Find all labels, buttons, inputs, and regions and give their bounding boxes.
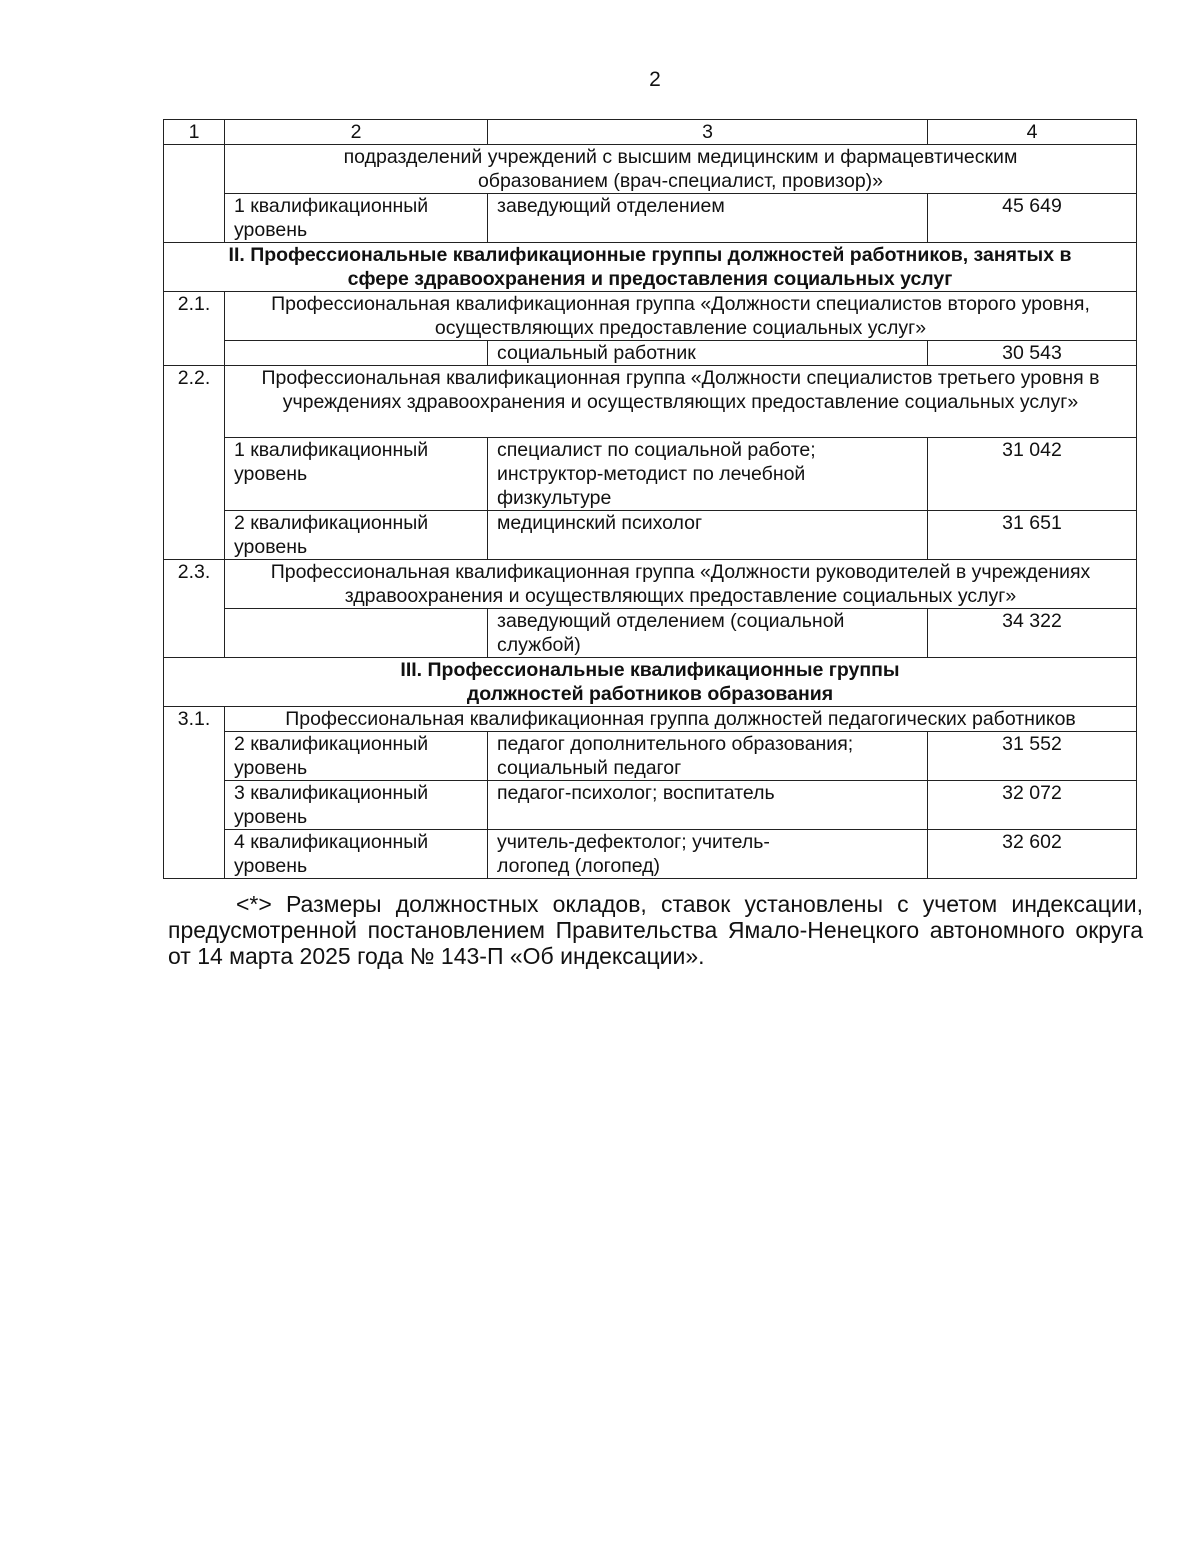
footnote [168, 891, 1143, 969]
table-row [164, 830, 1137, 879]
index-cell [164, 145, 225, 243]
group-title: подразделений учреждений с высшим медицинским и фармацевтическим образованием (врач-специалист, провизор)» [225, 145, 1137, 194]
level-cell [225, 609, 488, 658]
level-cell: 1 квалификационный уровень [225, 194, 488, 243]
section-title: III. Профессиональные квалификационные группы должностей работников образования [164, 658, 1137, 707]
table-row [164, 292, 1137, 341]
group-number: 2.1. [164, 292, 225, 366]
section-row [164, 243, 1137, 292]
position-cell: социальный работник [488, 341, 928, 366]
level-cell: 2 квалификационный уровень [225, 511, 488, 560]
level-cell [225, 341, 488, 366]
table-row [164, 341, 1137, 366]
table-row [164, 511, 1137, 560]
salary-cell: 31 552 [928, 732, 1137, 781]
table-header-row [164, 120, 1137, 145]
position-cell: медицинский психолог [488, 511, 928, 560]
salary-cell: 31 042 [928, 438, 1137, 511]
table-row [164, 732, 1137, 781]
section-title: II. Профессиональные квалификационные группы должностей работников, занятых в сфере здравоохранения и предоставления социальных услуг [164, 243, 1137, 292]
page-number: 2 [649, 68, 661, 91]
level-cell: 1 квалификационный уровень [225, 438, 488, 511]
group-number: 3.1. [164, 707, 225, 879]
level-cell: 3 квалификационный уровень [225, 781, 488, 830]
salary-cell: 34 322 [928, 609, 1137, 658]
table-row [164, 438, 1137, 511]
level-cell: 4 квалификационный уровень [225, 830, 488, 879]
table-row [164, 194, 1137, 243]
section-row [164, 658, 1137, 707]
salary-cell: 30 543 [928, 341, 1137, 366]
table-row [164, 145, 1137, 194]
group-title: Профессиональная квалификационная группа «Должности руководителей в учреждениях здравоохранения и осуществляющих предоставление социальных услуг» [225, 560, 1137, 609]
group-number: 2.2. [164, 366, 225, 560]
position-cell: педагог-психолог; воспитатель [488, 781, 928, 830]
salary-cell: 31 651 [928, 511, 1137, 560]
group-number: 2.3. [164, 560, 225, 658]
group-title: Профессиональная квалификационная группа должностей педагогических работников [225, 707, 1137, 732]
salary-cell: 45 649 [928, 194, 1137, 243]
position-cell: учитель-дефектолог; учитель-логопед (логопед) [488, 830, 928, 879]
header-col-4: 4 [928, 120, 1137, 145]
position-cell: специалист по социальной работе; инструктор-методист по лечебной физкультуре [488, 438, 928, 511]
table-row [164, 366, 1137, 438]
header-col-1: 1 [164, 120, 225, 145]
footnote-text: <*> Размеры должностных окладов, ставок установлены с учетом индексации, предусмотренной постановлением Правительства Ямало-Ненецкого автономного округа от 14 марта 2025 года № 143-П «Об индексации». [168, 891, 1143, 969]
position-cell: заведующий отделением (социальной службой) [488, 609, 928, 658]
level-cell: 2 квалификационный уровень [225, 732, 488, 781]
salary-cell: 32 602 [928, 830, 1137, 879]
position-cell: заведующий отделением [488, 194, 928, 243]
table-row [164, 560, 1137, 609]
header-col-3: 3 [488, 120, 928, 145]
table-row [164, 609, 1137, 658]
salary-table [163, 119, 1137, 879]
table-row [164, 781, 1137, 830]
header-col-2: 2 [225, 120, 488, 145]
position-cell: педагог дополнительного образования; социальный педагог [488, 732, 928, 781]
salary-cell: 32 072 [928, 781, 1137, 830]
group-title: Профессиональная квалификационная группа «Должности специалистов третьего уровня в учреждениях здравоохранения и осуществляющих предоставление социальных услуг» [225, 366, 1137, 438]
group-title: Профессиональная квалификационная группа «Должности специалистов второго уровня, осуществляющих предоставление социальных услуг» [225, 292, 1137, 341]
table-row [164, 707, 1137, 732]
